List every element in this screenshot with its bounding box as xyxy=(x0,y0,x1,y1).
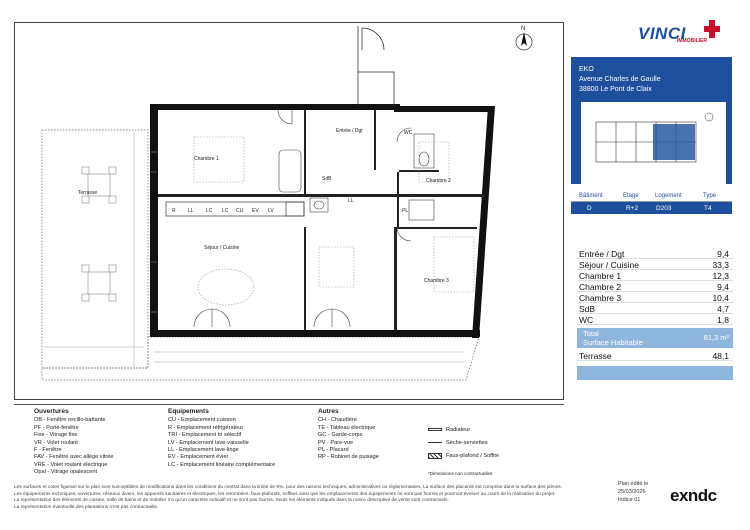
room-label-chambre3: Chambre 3 xyxy=(424,278,449,284)
room-label-chambre1: Chambre 1 xyxy=(194,156,219,162)
legend-item: Fixe - Vitrage fixe xyxy=(34,432,78,439)
north-label: N xyxy=(521,26,526,32)
legend-item: TE - Tableau électrique xyxy=(318,424,376,431)
legend-item: R - Emplacement réfrigérateur xyxy=(168,424,244,431)
legend-symbol xyxy=(428,424,499,437)
meta-header: Logement xyxy=(655,193,682,199)
meta-header-row xyxy=(571,190,732,202)
legend-ouvertures xyxy=(34,408,114,477)
legend-equipements xyxy=(168,408,275,469)
plan-index: Indice 01 xyxy=(618,497,641,503)
legend-item: Opal - Vitrage opalescent xyxy=(34,469,98,476)
hatch-icon xyxy=(428,453,442,459)
surface-value: 9,4 xyxy=(717,282,729,292)
legend-symbol-label: Faux-plafond / Soffite xyxy=(446,453,500,459)
surface-label: Chambre 2 xyxy=(579,282,622,292)
meta-value: R+2 xyxy=(626,205,639,212)
terrace-outline xyxy=(42,130,148,368)
kitchen-label: LC xyxy=(222,208,229,214)
terrace-outline-lower xyxy=(42,337,479,380)
legend-item: PF - Porte-fenêtre xyxy=(34,424,79,431)
meta-value: D xyxy=(587,205,592,212)
legend-item: VRE - Volet roulant électrique xyxy=(34,461,108,468)
terrace-table xyxy=(82,167,116,301)
legend-title: Ouvertures xyxy=(34,408,69,415)
room-label-wc: WC xyxy=(404,130,413,136)
surface-row xyxy=(577,281,733,292)
project-info-box xyxy=(571,57,732,184)
kitchen-label: LL xyxy=(188,208,194,214)
legend-symbol xyxy=(428,450,499,463)
disclaimer-line: La représentation éventuelle des plantations n'est pas contractuelle. xyxy=(14,505,159,511)
total-value: 81,3 m² xyxy=(703,333,729,342)
legend-item: GC - Garde-corps xyxy=(318,432,363,439)
terrasse-value: 48,1 xyxy=(712,351,729,361)
legend-item: PL - Placard xyxy=(318,447,349,454)
location-minimap xyxy=(581,102,726,184)
kitchen-label: LC xyxy=(206,208,213,214)
legend-item: OB - Fenêtre oscillo-battante xyxy=(34,417,106,424)
surface-value: 12,3 xyxy=(712,271,729,281)
kitchen-label: CU xyxy=(236,208,244,214)
towel-dryer-icon xyxy=(428,442,442,444)
disclaimer-line: La représentation des éléments de cuisine, salle de bains et de mobilier n'a qu'un caractère indicatif et ne sont pas fournis. Seuls les éléments indiqués dans la notice descriptive de vente sont contractuels. xyxy=(14,498,449,504)
surface-value: 1,8 xyxy=(717,315,729,325)
surface-value: 10,4 xyxy=(712,293,729,303)
legend-item: LC - Emplacement linéaire complémentaire xyxy=(168,461,276,468)
meta-value-row xyxy=(571,202,732,214)
surface-label: Entrée / Dgt xyxy=(579,249,625,259)
room-label-pl: PL xyxy=(402,208,409,214)
brand-sub: IMMOBILIER xyxy=(677,38,707,44)
total-surface-box xyxy=(577,328,733,348)
legend-item: F - Fenêtre xyxy=(34,447,62,454)
legend-divider xyxy=(14,404,564,405)
plan-info xyxy=(618,480,648,504)
legend-item: CH - Chaudière xyxy=(318,417,357,424)
disclaimer-line: Les équipements techniques, ouvertures, réseaux divers, les appareils sanitaires et électriques, les retombées, faux-plafonds, soffites ainsi que les emplacements des équipements ne sont pas fournis et pourront évoluer au cours de la réalisation du projet. xyxy=(14,491,556,497)
legend-title: Autres xyxy=(318,408,339,415)
total-label: Total xyxy=(583,329,599,338)
vinci-logo xyxy=(638,20,724,44)
terrasse-label: Terrasse xyxy=(579,351,612,361)
surface-row xyxy=(577,314,733,325)
room-label-ll: LL xyxy=(348,198,354,204)
legend-item: VR - Volet roulant xyxy=(34,439,78,446)
kitchen-label: LV xyxy=(268,208,274,214)
room-label-sejour: Séjour / Cuisine xyxy=(204,245,240,251)
legend-title: Equipements xyxy=(168,408,209,415)
disclaimer xyxy=(14,485,594,512)
plan-date: 25/03/2026 xyxy=(618,489,646,495)
surface-row xyxy=(577,292,733,303)
surface-row xyxy=(577,259,733,270)
legend-symbol xyxy=(428,437,499,450)
legend-symbol-label: Radiateur xyxy=(446,427,471,433)
legend-item: FAV - Fenêtre avec allège vitrée xyxy=(34,454,114,461)
floor-plan xyxy=(14,22,564,402)
surface-label: Chambre 1 xyxy=(579,271,622,281)
surface-label: WC xyxy=(579,315,594,325)
legend-item: CU - Emplacement cuisson xyxy=(168,417,236,424)
surface-row xyxy=(577,248,733,259)
north-arrow xyxy=(516,26,532,50)
legend-item: LL - Emplacement lave-linge xyxy=(168,447,239,454)
plan-edit-label: Plan édité le xyxy=(618,481,649,487)
room-label-terrasse: Terrasse xyxy=(78,190,98,196)
legend-item: TRI - Emplacement tri sélectif xyxy=(168,432,242,439)
meta-value: D203 xyxy=(656,205,672,212)
project-name: EKO xyxy=(579,66,594,73)
meta-header: Bâtiment xyxy=(579,193,603,199)
room-label-chambre2: Chambre 2 xyxy=(426,178,451,184)
surface-value: 9,4 xyxy=(717,249,729,259)
legend-item: RP - Robinet de puisage xyxy=(318,454,379,461)
legend-note: *Dimensions non contractuelles xyxy=(428,471,493,476)
radiator-icon xyxy=(428,428,442,431)
surface-value: 33,3 xyxy=(712,260,729,270)
legend-item: EV - Emplacement évier xyxy=(168,454,229,461)
project-address1: Avenue Charles de Gaulle xyxy=(579,76,661,83)
disclaimer-line: Les surfaces et cotes figurant sur le plan sont susceptibles de modifications dans les conditions du contrat dans la limite de 5%, pour des raisons techniques, administratives ou réglementaires. La surface des placards est comprise dans la surface des pièces. xyxy=(14,485,562,490)
legend-item: PV - Pare-vue xyxy=(318,439,354,446)
room-label-entree: Entrée / Dgt xyxy=(336,128,363,134)
meta-header: Type xyxy=(703,193,717,199)
kitchen-label: R xyxy=(172,208,176,214)
surface-label: Séjour / Cuisine xyxy=(579,260,640,270)
kitchen-label: EV xyxy=(252,208,259,214)
legend-autres xyxy=(318,408,379,462)
total-label-2: Surface Habitable xyxy=(583,338,643,347)
brand-name: VINCI xyxy=(638,24,686,43)
room-label-sdb: SdB xyxy=(322,176,332,182)
project-address2: 38800 Le Pont de Claix xyxy=(579,86,652,93)
meta-value: T4 xyxy=(704,205,712,212)
terrasse-row xyxy=(577,350,733,361)
surface-label: SdB xyxy=(579,304,596,314)
exterior-surface-box xyxy=(577,366,733,380)
surface-row xyxy=(577,270,733,281)
legend-symbol-label: Sèche-serviettes xyxy=(446,440,488,446)
architect-logo: exndc xyxy=(670,486,717,505)
legend-symbols xyxy=(428,424,499,463)
vinci-mark-icon xyxy=(704,20,720,38)
legend-item: LV - Emplacement lave-vaisselle xyxy=(168,439,249,446)
surface-value: 4,7 xyxy=(717,304,729,314)
meta-header: Etage xyxy=(623,193,639,199)
surface-label: Chambre 3 xyxy=(579,293,622,303)
surface-row xyxy=(577,303,733,314)
